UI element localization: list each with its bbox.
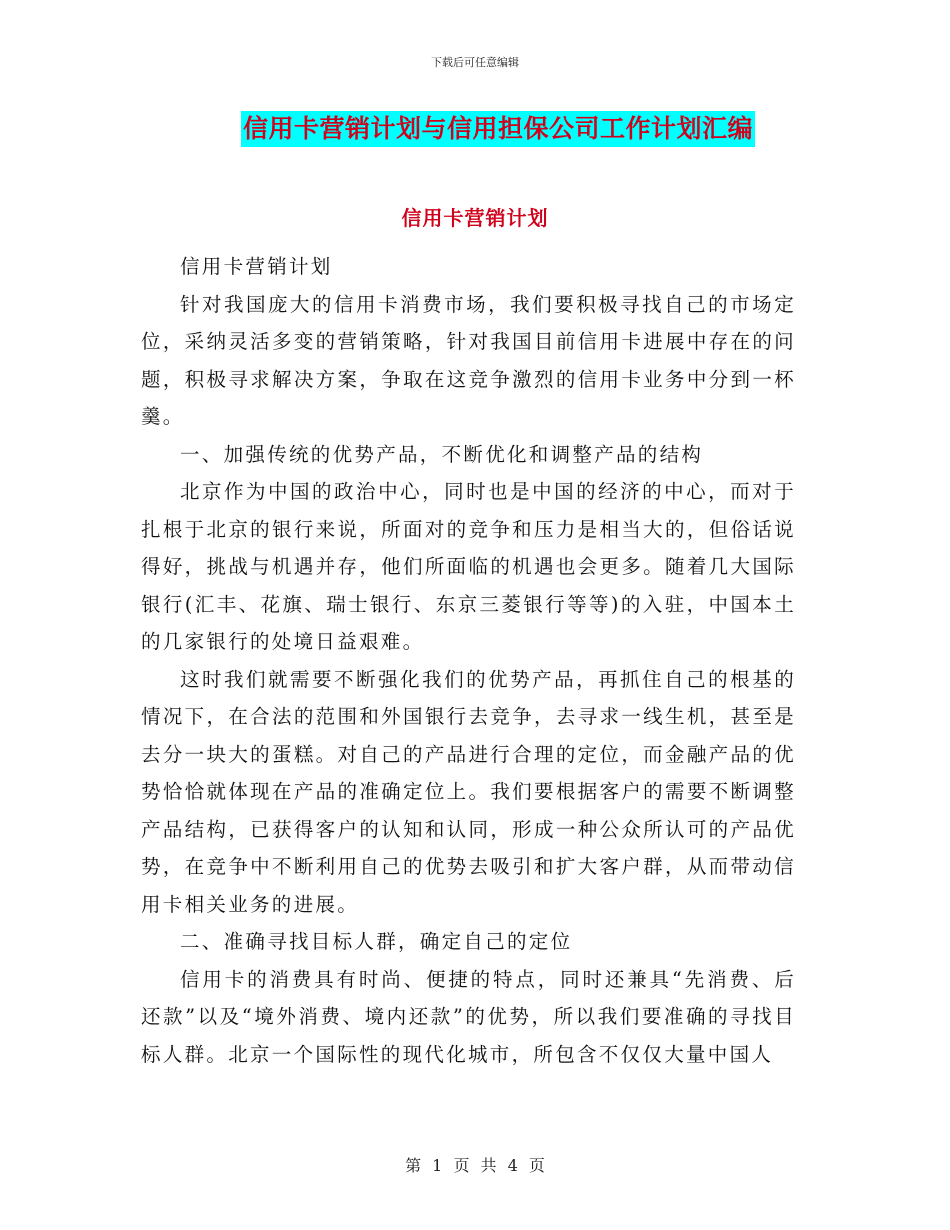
- section-title: 信用卡营销计划: [401, 206, 549, 230]
- main-title-container: [0, 111, 950, 147]
- page-number-footer: 第 1 页 共 4 页: [405, 1156, 545, 1175]
- paragraph-strengthen-products: 这时我们就需要不断强化我们的优势产品，再抓住自己的根基的情况下，在合法的范围和外国银行去竞争，去寻求一线生机，甚至是去分一块大的蛋糕。对自己的产品进行合理的定位，而金融产品的优势恰恰就体现在产品的准确定位上。我们要根据客户的需要不断调整产品结构，已获得客户的认知和认同，形成一种公众所认可的产品优势，在竞争中不断利用自己的优势去吸引和扩大客户群，从而带动信用卡相关业务的进展。: [141, 667, 796, 916]
- paragraph-beijing-context: 北京作为中国的政治中心，同时也是中国的经济的中心，而对于扎根于北京的银行来说，所面对的竞争和压力是相当大的，但俗话说得好，挑战与机遇并存，他们所面临的机遇也会更多。随着几大国际银行(汇丰、花旗、瑞士银行、东京三菱银行等等)的入驻，中国本土的几家银行的处境日益艰难。: [141, 480, 796, 653]
- paragraph-heading-one: 一、加强传统的优势产品，不断优化和调整产品的结构: [180, 442, 704, 466]
- paragraph-heading-two: 二、准确寻找目标人群，确定自己的定位: [180, 930, 573, 953]
- paragraph-target-customers: 信用卡的消费具有时尚、便捷的特点，同时还兼具“先消费、后还款”以及“境外消费、境内还款”的优势，所以我们要准确的寻找目标人群。北京一个国际性的现代化城市，所包含不仅仅大量中国人: [141, 967, 796, 1066]
- header-note: 下载后可任意编辑: [431, 56, 519, 69]
- document-main-title: 信用卡营销计划与信用担保公司工作计划汇编: [241, 111, 755, 147]
- document-body: [141, 248, 796, 1073]
- paragraph-plan-label: 信用卡营销计划: [180, 255, 333, 278]
- paragraph-intro: 针对我国庞大的信用卡消费市场，我们要积极寻找自己的市场定位，采纳灵活多变的营销策略，针对我国目前信用卡进展中存在的问题，积极寻求解决方案，争取在这竞争激烈的信用卡业务中分到一杯羹。: [141, 292, 796, 428]
